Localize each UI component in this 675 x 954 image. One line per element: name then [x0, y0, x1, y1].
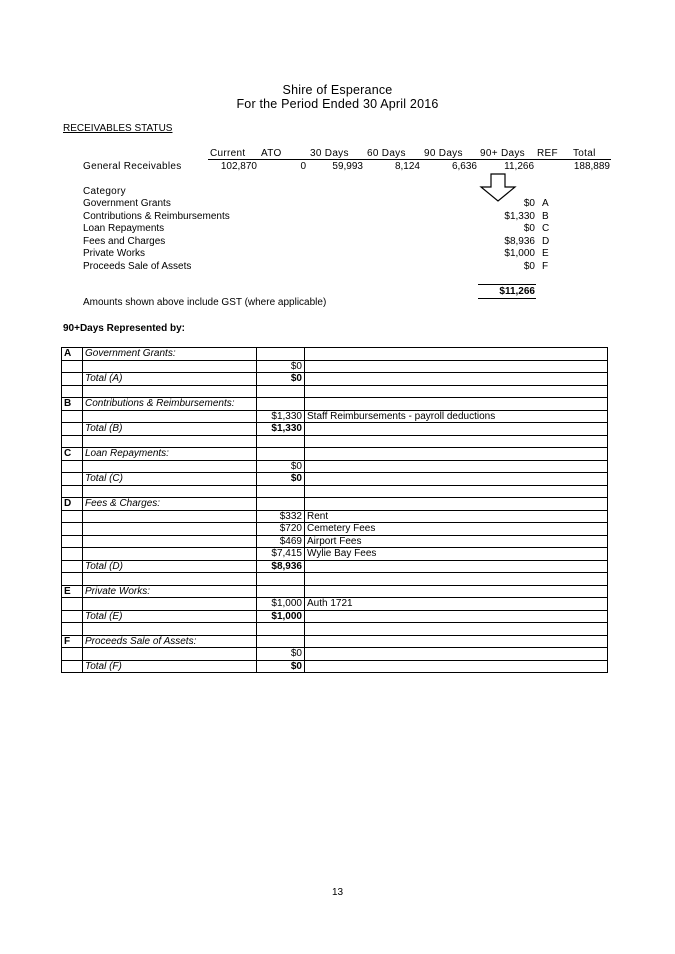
table-row: [62, 373, 608, 386]
row-description: [305, 660, 608, 673]
category-label: Proceeds Sale of Assets: [83, 261, 192, 272]
row-amount: $0: [257, 660, 305, 673]
col-header-30days: 30 Days: [310, 148, 349, 159]
general-90days: 6,636: [451, 161, 477, 172]
table-row: [62, 398, 608, 411]
col-header-current: Current: [210, 148, 246, 159]
row-amount: [257, 573, 305, 586]
category-amount: $1,000: [504, 248, 535, 259]
row-description: Cemetery Fees: [305, 523, 608, 536]
row-description: [305, 635, 608, 648]
table-row: [62, 385, 608, 398]
row-description: [305, 473, 608, 486]
row-label: [83, 523, 257, 536]
category-heading: Category: [83, 186, 126, 197]
row-amount: $469: [257, 535, 305, 548]
table-row: [62, 523, 608, 536]
row-letter: C: [62, 448, 83, 461]
general-90plus: 11,266: [504, 161, 534, 172]
category-label: Fees and Charges: [83, 236, 166, 247]
row-letter: [62, 523, 83, 536]
category-label: Government Grants: [83, 198, 171, 209]
row-description: Wylie Bay Fees: [305, 548, 608, 561]
row-amount: $1,000: [257, 610, 305, 623]
category-ref: F: [542, 261, 549, 272]
row-amount: $720: [257, 523, 305, 536]
row-label: Proceeds Sale of Assets:: [83, 635, 257, 648]
row-description: [305, 573, 608, 586]
category-amount: $8,936: [504, 236, 535, 247]
table-row: [62, 435, 608, 448]
row-letter: [62, 385, 83, 398]
row-label: Fees & Charges:: [83, 498, 257, 511]
category-amount: $0: [523, 261, 535, 272]
table-row: [62, 598, 608, 611]
row-description: [305, 498, 608, 511]
row-letter: F: [62, 635, 83, 648]
row-label: [83, 485, 257, 498]
row-description: [305, 448, 608, 461]
table-row: [62, 560, 608, 573]
row-description: [305, 648, 608, 661]
table-row: [62, 485, 608, 498]
row-description: [305, 423, 608, 436]
page-title: Shire of Esperance: [282, 83, 393, 97]
table-row: [62, 610, 608, 623]
general-ato: 0: [300, 161, 306, 172]
row-description: [305, 460, 608, 473]
category-ref: C: [542, 223, 550, 234]
row-description: [305, 435, 608, 448]
category-label: Contributions & Reimbursements: [83, 211, 230, 222]
row-label: [83, 623, 257, 636]
category-label: Loan Repayments: [83, 223, 165, 234]
row-label: Total (A): [83, 373, 257, 386]
table-row: [62, 548, 608, 561]
category-ref: B: [542, 211, 549, 222]
table-row: [62, 473, 608, 486]
row-amount: [257, 448, 305, 461]
row-label: [83, 535, 257, 548]
row-letter: B: [62, 398, 83, 411]
row-amount: $7,415: [257, 548, 305, 561]
row-description: [305, 398, 608, 411]
row-label: [83, 410, 257, 423]
row-letter: [62, 560, 83, 573]
row-description: [305, 610, 608, 623]
table-row: [62, 573, 608, 586]
row-label: [83, 598, 257, 611]
row-amount: $1,000: [257, 598, 305, 611]
row-amount: [257, 498, 305, 511]
row-description: [305, 485, 608, 498]
row-amount: $0: [257, 373, 305, 386]
row-amount: [257, 435, 305, 448]
general-30days: 59,993: [332, 161, 363, 172]
row-amount: [257, 348, 305, 361]
row-letter: [62, 598, 83, 611]
row-label: Total (C): [83, 473, 257, 486]
row-letter: E: [62, 585, 83, 598]
general-current: 102,870: [220, 161, 257, 172]
row-description: Rent: [305, 510, 608, 523]
table-row: [62, 498, 608, 511]
row-amount: [257, 485, 305, 498]
row-label: Loan Repayments:: [83, 448, 257, 461]
row-amount: [257, 635, 305, 648]
table-row: [62, 460, 608, 473]
row-description: [305, 560, 608, 573]
row-letter: [62, 610, 83, 623]
row-letter: [62, 548, 83, 561]
row-amount: [257, 385, 305, 398]
table-row: [62, 660, 608, 673]
page-number: 13: [331, 887, 344, 898]
row-letter: A: [62, 348, 83, 361]
row-amount: [257, 585, 305, 598]
table-row: [62, 348, 608, 361]
row-letter: [62, 360, 83, 373]
row-letter: [62, 660, 83, 673]
row-letter: [62, 473, 83, 486]
row-label: [83, 510, 257, 523]
table-row: [62, 423, 608, 436]
row-amount: $0: [257, 648, 305, 661]
category-ref: A: [542, 198, 549, 209]
category-amount: $1,330: [504, 211, 535, 222]
category-ref: D: [542, 236, 550, 247]
row-amount: $8,936: [257, 560, 305, 573]
row-letter: [62, 535, 83, 548]
row-amount: $0: [257, 360, 305, 373]
col-header-90plus: 90+ Days: [480, 148, 525, 159]
row-label: Contributions & Reimbursements:: [83, 398, 257, 411]
table-row: [62, 448, 608, 461]
row-description: [305, 585, 608, 598]
row-label: Total (E): [83, 610, 257, 623]
table-row: [62, 360, 608, 373]
category-amount: $0: [523, 223, 535, 234]
col-header-ref: REF: [537, 148, 558, 159]
table-row: [62, 635, 608, 648]
detail-table: [61, 347, 608, 673]
row-letter: [62, 373, 83, 386]
row-label: [83, 573, 257, 586]
section-title: RECEIVABLES STATUS: [63, 123, 173, 134]
category-total: $11,266: [499, 286, 535, 297]
row-letter: D: [62, 498, 83, 511]
total-rule: [478, 298, 536, 299]
col-header-90days: 90 Days: [424, 148, 463, 159]
table-row: [62, 585, 608, 598]
row-letter: [62, 510, 83, 523]
gst-note: Amounts shown above include GST (where applicable): [83, 297, 327, 308]
row-label: Private Works:: [83, 585, 257, 598]
category-ref: E: [542, 248, 549, 259]
col-header-total: Total: [573, 148, 596, 159]
row-description: Auth 1721: [305, 598, 608, 611]
col-header-60days: 60 Days: [367, 148, 406, 159]
table-row: [62, 623, 608, 636]
table-row: [62, 648, 608, 661]
row-amount: [257, 398, 305, 411]
general-total: 188,889: [573, 161, 610, 172]
category-amount: $0: [523, 198, 535, 209]
row-description: [305, 360, 608, 373]
table-row: [62, 535, 608, 548]
row-amount: $1,330: [257, 423, 305, 436]
total-rule: [478, 284, 536, 285]
table-row: [62, 510, 608, 523]
row-letter: [62, 485, 83, 498]
row-description: [305, 623, 608, 636]
row-label: [83, 385, 257, 398]
row-label: [83, 435, 257, 448]
row-amount: $0: [257, 473, 305, 486]
row-letter: [62, 435, 83, 448]
row-description: Airport Fees: [305, 535, 608, 548]
row-label: [83, 548, 257, 561]
page-subtitle: For the Period Ended 30 April 2016: [236, 97, 439, 111]
row-amount: $0: [257, 460, 305, 473]
represented-title: 90+Days Represented by:: [63, 323, 186, 334]
row-letter: [62, 460, 83, 473]
row-amount: [257, 623, 305, 636]
row-description: [305, 373, 608, 386]
row-amount: $332: [257, 510, 305, 523]
general-receivables-label: General Receivables: [83, 161, 182, 172]
row-letter: [62, 573, 83, 586]
col-header-ato: ATO: [261, 148, 282, 159]
general-60days: 8,124: [394, 161, 420, 172]
row-label: Total (B): [83, 423, 257, 436]
row-letter: [62, 423, 83, 436]
row-label: [83, 460, 257, 473]
row-letter: [62, 648, 83, 661]
row-letter: [62, 623, 83, 636]
row-letter: [62, 410, 83, 423]
row-label: Government Grants:: [83, 348, 257, 361]
row-amount: $1,330: [257, 410, 305, 423]
table-row: [62, 410, 608, 423]
row-description: [305, 385, 608, 398]
header-underline: [208, 159, 611, 160]
row-label: [83, 360, 257, 373]
row-label: [83, 648, 257, 661]
row-description: Staff Reimbursements - payroll deductions: [305, 410, 608, 423]
row-label: Total (F): [83, 660, 257, 673]
row-label: Total (D): [83, 560, 257, 573]
row-description: [305, 348, 608, 361]
category-label: Private Works: [83, 248, 146, 259]
